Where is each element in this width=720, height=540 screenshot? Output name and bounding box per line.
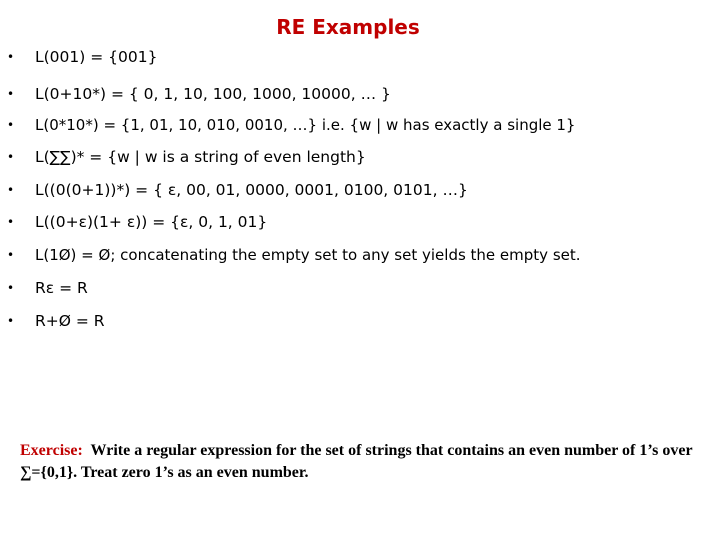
list-item: [7, 178, 468, 202]
bullet-text: L((0+ε)(1+ ε)) = {ε, 0, 1, 01}: [35, 213, 268, 231]
bullet-text: L(001) = {001}: [35, 48, 158, 66]
bullet-dot: •: [7, 87, 15, 101]
list-item: [7, 82, 391, 106]
bullet-text: L(1Ø) = Ø; concatenating the empty set to any set yields the empty set.: [35, 246, 581, 264]
bullet-text: Rε = R: [35, 279, 88, 297]
list-item: [7, 113, 575, 137]
bullet-dot: •: [7, 248, 15, 262]
exercise-text: Write a regular expression for the set of strings that contains an even number of 1’s over ∑={0,1}. Treat zero 1’s as an even number.: [20, 442, 693, 481]
bullet-dot: •: [7, 118, 15, 132]
list-item: [7, 276, 88, 300]
list-item: [7, 309, 105, 333]
bullet-dot: •: [7, 150, 15, 164]
bullet-dot: •: [7, 183, 15, 197]
list-item: [7, 243, 581, 267]
bullet-dot: •: [7, 281, 15, 295]
slide-title: RE Examples: [276, 15, 420, 39]
exercise-block: [20, 440, 710, 484]
bullet-text: R+Ø = R: [35, 312, 105, 330]
list-item: [7, 210, 267, 234]
bullet-text: L(0*10*) = {1, 01, 10, 010, 0010, …} i.e. {w | w has exactly a single 1}: [35, 116, 576, 134]
bullet-dot: •: [7, 215, 15, 229]
bullet-text: L((0(0+1))*) = { ε, 00, 01, 0000, 0001, 0100, 0101, …}: [35, 181, 468, 199]
bullet-text: L(0+10*) = { 0, 1, 10, 100, 1000, 10000, … }: [35, 85, 391, 103]
bullet-text: L(∑∑)* = {w | w is a string of even length}: [35, 148, 366, 166]
bullet-dot: •: [7, 314, 15, 328]
list-item: [7, 145, 366, 169]
bullet-dot: •: [7, 50, 15, 64]
exercise-label: Exercise:: [20, 442, 83, 459]
list-item: [7, 45, 157, 69]
